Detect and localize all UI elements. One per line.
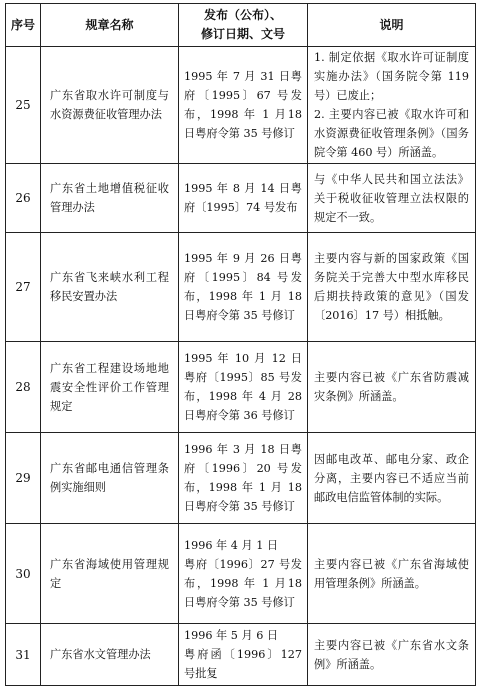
table-row xyxy=(6,47,475,164)
table-row xyxy=(6,624,475,685)
row-note: 主要内容与新的国家政策《国务院关于完善大中型水库移民后期扶持政策的意见》（国发〔2016〕17 号）相抵触。 xyxy=(314,252,469,322)
row-date: 1996 年 5 月 6 日 粤府函〔1996〕127 号批复 xyxy=(179,624,308,685)
row-no: 28 xyxy=(6,342,41,432)
regulations-table xyxy=(5,3,476,686)
row-note: 与《中华人民共和国立法法》关于税收征收管理立法权限的规定不一致。 xyxy=(314,172,469,224)
row-no: 31 xyxy=(6,624,41,685)
row-no: 27 xyxy=(6,233,41,341)
header-no: 序号 xyxy=(6,4,41,46)
row-name: 广东省邮电通信管理条例实施细则 xyxy=(41,433,179,523)
row-no: 26 xyxy=(6,164,41,232)
row-note: 1. 制定依据《取水许可证制度实施办法》（国务院令第 119 号）已废止； 2. 主要内容已被《取水许可和水资源费征收管理条例》（国务院令第 460 号）所涵盖。 xyxy=(314,51,469,159)
row-date: 1995 年 10 月 12 日粤府〔1995〕85 号发布，1998 年 4 月 28日粤府令第 36 号修订 xyxy=(179,342,308,432)
row-no: 29 xyxy=(6,433,41,523)
row-no: 30 xyxy=(6,524,41,623)
table-row xyxy=(6,524,475,624)
row-date: 1995 年 9 月 26 日粤府〔1995〕84 号发布，1998 年 1 月 18日粤府令第 35 号修订 xyxy=(179,233,308,341)
row-date: 1995 年 8 月 14 日粤府〔1995〕74 号发布 xyxy=(179,164,308,232)
row-name: 广东省海域使用管理规定 xyxy=(41,524,179,623)
row-note: 因邮电改革、邮电分家、政企分离，主要内容已不适应当前邮政电信监管体制的实际。 xyxy=(314,452,469,504)
row-name: 广东省飞来峡水利工程移民安置办法 xyxy=(41,233,179,341)
row-date: 1995 年 7 月 31 日粤府〔1995〕67 号发布，1998 年 1 月18 日粤府令第 35 号修订 xyxy=(179,47,308,163)
row-name: 广东省土地增值税征收管理办法 xyxy=(41,164,179,232)
row-name: 广东省水文管理办法 xyxy=(41,624,179,685)
header-note: 说明 xyxy=(379,17,404,32)
row-name: 广东省工程建设场地地震安全性评价工作管理规定 xyxy=(41,342,179,432)
row-name: 广东省取水许可制度与水资源费征收管理办法 xyxy=(41,47,179,163)
row-date: 1996 年 4 月 1 日 粤府〔1996〕27 号发布，1998 年 1 月18 日粤府令第 35 号修订 xyxy=(179,524,308,623)
row-date: 1996 年 3 月 18 日粤府〔1996〕20 号发布，1998 年 1 月 18 日粤府令第 35 号修订 xyxy=(179,433,308,523)
table-row xyxy=(6,233,475,342)
row-note: 主要内容已被《广东省防震减灾条例》所涵盖。 xyxy=(314,371,469,403)
table-row xyxy=(6,433,475,524)
table-row xyxy=(6,342,475,433)
table-row xyxy=(6,164,475,233)
header-name: 规章名称 xyxy=(41,4,179,46)
header-date: 发布（公布）、 修订日期、文号 xyxy=(179,4,308,46)
row-note: 主要内容已被《广东省海域使用管理条例》所涵盖。 xyxy=(314,557,469,590)
row-note: 主要内容已被《广东省水文条例》所涵盖。 xyxy=(314,638,469,671)
row-no: 25 xyxy=(6,47,41,163)
table-header-row xyxy=(6,4,475,47)
